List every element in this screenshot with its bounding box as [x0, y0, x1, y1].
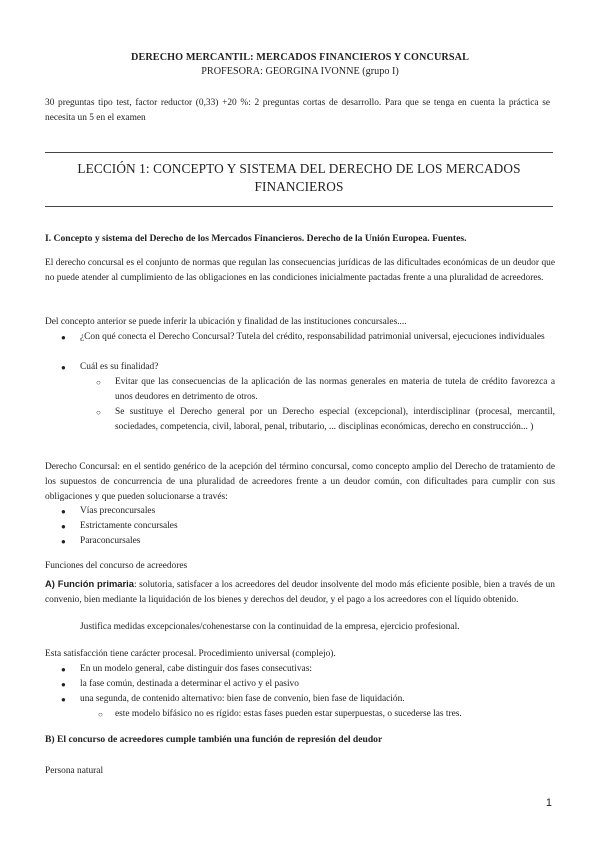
bullet-marker: ●	[61, 522, 66, 531]
funcion-primaria-label: A) Función primaria	[45, 578, 134, 589]
bullet-marker: ●	[61, 507, 66, 516]
document-title: DERECHO MERCANTIL: MERCADOS FINANCIEROS Y CONCURSAL	[130, 52, 469, 63]
paragraph-funcion-primaria	[45, 576, 555, 608]
subbullet-marker: ○	[96, 408, 101, 417]
funcion-primaria-text: : solutoria, satisfacer a los acreedores del deudor insolvente del modo más eficiente posible, bien a través de un convenio, bien mediante la liquidación de los bienes y derechos del deudor, y el pago a los acreedores con el líquido obtenido.	[45, 580, 555, 605]
page-number: 1	[545, 797, 552, 809]
list-item: una segunda, de contenido alternativo: bien fase de convenio, bien fase de liquidación.	[80, 694, 405, 704]
list-item: ¿Con qué conecta el Derecho Concursal? Tutela del crédito, responsabilidad patrimonial universal, ejecuciones individuales	[80, 332, 545, 342]
list-item: Estrictamente concursales	[80, 521, 178, 531]
satisfaccion-line: Esta satisfacción tiene carácter procesal. Procedimiento universal (complejo).	[45, 649, 336, 659]
list-subitem: Evitar que las consecuencias de la aplicación de las normas generales en materia de tutela de crédito favorezca a unos deudores en detrimento de otros.	[115, 377, 555, 402]
paragraph-inference: Del concepto anterior se puede inferir la ubicación y finalidad de las instituciones concursales....	[45, 317, 407, 327]
bullet-marker: ●	[61, 333, 66, 342]
paragraph-definition: El derecho concursal es el conjunto de normas que regulan las consecuencias jurídicas de las dificultades económicas de un deudor que no puede atender al cumplimiento de las obligaciones en las condiciones inicialmente pactadas frente a una pluralidad de acreedores.	[45, 258, 555, 283]
bullet-marker: ●	[61, 363, 66, 372]
list-item: la fase común, destinada a determinar el activo y el pasivo	[80, 679, 299, 689]
list-subitem: Se sustituye el Derecho general por un Derecho especial (excepcional), interdisciplinar (procesal, mercantil, sociedades, competencia, civil, laboral, penal, tributario, ... disciplinas económicas, derecho en construcción... )	[115, 407, 555, 432]
list-subitem: este modelo bifásico no es rígido: estas fases pueden estar superpuestas, o sucederse las tres.	[115, 709, 462, 719]
subbullet-marker: ○	[98, 710, 103, 719]
funciones-heading: Funciones del concurso de acreedores	[45, 561, 188, 571]
divider-bottom	[45, 206, 553, 207]
list-item: En un modelo general, cabe distinguir dos fases consecutivas:	[80, 664, 312, 674]
bullet-marker: ●	[61, 680, 66, 689]
justifica-line: Justifica medidas excepcionales/cohenestarse con la continuidad de la empresa, ejercicio profesional.	[80, 622, 460, 632]
professor-line: PROFESORA: GEORGINA IVONNE (grupo I)	[201, 66, 399, 77]
paragraph-derecho-concursal: Derecho Concursal: en el sentido genérico de la acepción del término concursal, como concepto amplio del Derecho de tratamiento de los supuestos de concurrencia de una pluralidad de acreedores frente a un deudor común, con dificultades para cumplir con sus obligaciones y que pueden solucionarse a través:	[45, 462, 555, 502]
list-item: Vías preconcursales	[80, 506, 156, 516]
section-heading-b: B) El concurso de acreedores cumple también una función de represión del deudor	[45, 734, 383, 745]
bullet-marker: ●	[61, 665, 66, 674]
divider-top	[45, 152, 553, 153]
subbullet-marker: ○	[96, 378, 101, 387]
persona-natural-heading: Persona natural	[45, 766, 104, 776]
list-item: Cuál es su finalidad?	[80, 362, 159, 372]
exam-info-paragraph: 30 preguntas tipo test, factor reductor (0,33) +20 %: 2 preguntas cortas de desarrollo. Para que se tenga en cuenta la práctica se necesita un 5 en el examen	[45, 98, 550, 123]
bullet-marker: ●	[61, 695, 66, 704]
list-item: Paraconcursales	[80, 536, 141, 546]
bullet-marker: ●	[61, 537, 66, 546]
section-heading-1: I. Concepto y sistema del Derecho de los Mercados Financieros. Derecho de la Unión Europea. Fuentes.	[45, 233, 467, 244]
lesson-title: LECCIÓN 1: CONCEPTO Y SISTEMA DEL DERECHO DE LOS MERCADOS FINANCIEROS	[77, 161, 521, 194]
